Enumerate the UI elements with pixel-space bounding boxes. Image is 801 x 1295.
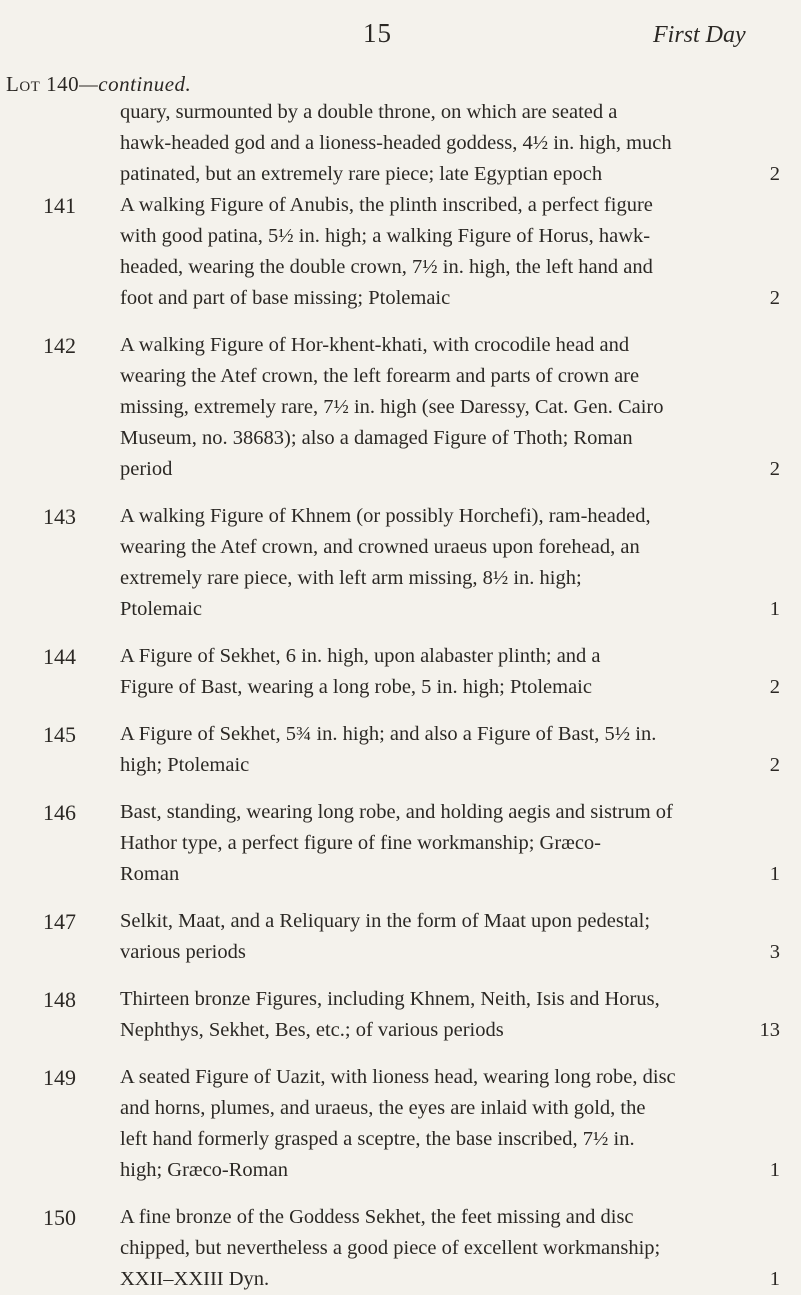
lot-number: 150: [43, 1205, 76, 1230]
item-count: [770, 1233, 780, 1264]
item-count: 13: [759, 1019, 780, 1041]
item-count: [770, 1124, 780, 1155]
text-line: [120, 392, 780, 423]
text-line: [120, 1062, 780, 1093]
page-number: 15: [363, 18, 392, 48]
line-text: Roman: [120, 863, 180, 885]
item-count: 2: [769, 458, 780, 480]
line-text: left hand formerly grasped a sceptre, the base inscribed, 7½ in.: [120, 1128, 635, 1150]
item-count: [770, 984, 780, 1015]
lot-description: [120, 190, 780, 314]
item-count: 2: [769, 163, 780, 185]
line-text: XXII–XXIII Dyn.: [120, 1268, 270, 1290]
line-text: and horns, plumes, and uraeus, the eyes are inlaid with gold, the: [120, 1097, 646, 1119]
item-count: 1: [769, 1268, 780, 1290]
lot-heading-label: Lot 140: [6, 72, 80, 96]
text-line: [120, 937, 780, 968]
text-line: [120, 361, 780, 392]
lot-number: 146: [43, 800, 76, 825]
item-count: [770, 797, 780, 828]
lot-description: [120, 501, 780, 625]
item-count: 2: [769, 676, 780, 698]
item-count: 2: [769, 287, 780, 309]
lot-description: [120, 1062, 780, 1186]
lot-number: 149: [43, 1065, 76, 1090]
text-line: [120, 330, 780, 361]
line-text: foot and part of base missing; Ptolemaic: [120, 287, 451, 309]
line-text: A Figure of Sekhet, 5¾ in. high; and also a Figure of Bast, 5½ in.: [120, 723, 657, 745]
text-line: [120, 1015, 780, 1046]
item-count: [770, 392, 780, 423]
item-count: [770, 190, 780, 221]
item-count: [770, 221, 780, 252]
item-count: [770, 719, 780, 750]
text-line: [120, 283, 780, 314]
text-line: [120, 641, 780, 672]
item-count: [770, 1093, 780, 1124]
line-text: A walking Figure of Hor-khent-khati, with crocodile head and: [120, 334, 630, 356]
line-text: extremely rare piece, with left arm missing, 8½ in. high;: [120, 567, 582, 589]
lot-description: [120, 641, 780, 703]
lot-number: 142: [43, 333, 76, 358]
lot-number: 141: [43, 193, 76, 218]
text-line: [120, 532, 780, 563]
line-text: Figure of Bast, wearing a long robe, 5 in. high; Ptolemaic: [120, 676, 592, 698]
lot-description: [120, 330, 780, 485]
item-count: [770, 828, 780, 859]
text-line: [120, 797, 780, 828]
line-text: wearing the Atef crown, and crowned uraeus upon forehead, an: [120, 536, 640, 558]
line-text: A walking Figure of Khnem (or possibly Horchefi), ram-headed,: [120, 505, 651, 527]
line-text: Museum, no. 38683); also a damaged Figure of Thoth; Roman: [120, 427, 633, 449]
text-line: [120, 859, 780, 890]
item-count: [770, 906, 780, 937]
item-count: 3: [769, 941, 780, 963]
line-text: high; Ptolemaic: [120, 754, 250, 776]
line-text: high; Græco-Roman: [120, 1159, 288, 1181]
item-count: [770, 532, 780, 563]
line-text: wearing the Atef crown, the left forearm and parts of crown are: [120, 365, 640, 387]
text-line: [120, 719, 780, 750]
item-count: 2: [769, 754, 780, 776]
item-count: 1: [769, 1159, 780, 1181]
lot-description: [120, 719, 780, 781]
text-line: [120, 828, 780, 859]
item-count: [770, 1062, 780, 1093]
text-line: [120, 221, 780, 252]
item-count: [770, 501, 780, 532]
text-line: [120, 252, 780, 283]
text-line: [120, 97, 780, 128]
line-text: chipped, but nevertheless a good piece of excellent workmanship;: [120, 1237, 661, 1259]
text-line: [120, 672, 780, 703]
lot-description: [120, 906, 780, 968]
text-line: [120, 1264, 780, 1295]
text-line: [120, 190, 780, 221]
text-line: [120, 501, 780, 532]
lot-number: 144: [43, 644, 76, 669]
item-count: [770, 1202, 780, 1233]
lot-description: [120, 797, 780, 890]
text-line: [120, 1233, 780, 1264]
text-line: [120, 454, 780, 485]
line-text: patinated, but an extremely rare piece; late Egyptian epoch: [120, 163, 603, 185]
lot-number: 143: [43, 504, 76, 529]
item-count: [770, 97, 780, 128]
item-count: [770, 128, 780, 159]
text-line: [120, 1202, 780, 1233]
line-text: Bast, standing, wearing long robe, and holding aegis and sistrum of: [120, 801, 673, 823]
intro-paragraph: [120, 97, 780, 190]
line-text: Selkit, Maat, and a Reliquary in the form of Maat upon pedestal;: [120, 910, 651, 932]
line-text: missing, extremely rare, 7½ in. high (see Daressy, Cat. Gen. Cairo: [120, 396, 664, 418]
line-text: A Figure of Sekhet, 6 in. high, upon alabaster plinth; and a: [120, 645, 601, 667]
text-line: [120, 1124, 780, 1155]
item-count: [770, 361, 780, 392]
line-text: quary, surmounted by a double throne, on which are seated a: [120, 101, 618, 123]
item-count: 1: [769, 863, 780, 885]
line-text: Ptolemaic: [120, 598, 202, 620]
text-line: [120, 906, 780, 937]
text-line: [120, 984, 780, 1015]
line-text: A seated Figure of Uazit, with lioness head, wearing long robe, disc: [120, 1066, 676, 1088]
item-count: [770, 641, 780, 672]
text-line: [120, 128, 780, 159]
line-text: hawk-headed god and a lioness-headed goddess, 4½ in. high, much: [120, 132, 672, 154]
line-text: A walking Figure of Anubis, the plinth inscribed, a perfect figure: [120, 194, 653, 216]
page-title: First Day: [653, 22, 746, 48]
line-text: period: [120, 458, 173, 480]
text-line: [120, 750, 780, 781]
text-line: [120, 563, 780, 594]
lot-heading-suffix: —continued.: [79, 72, 192, 96]
lot-number: 148: [43, 987, 76, 1012]
line-text: with good patina, 5½ in. high; a walking Figure of Horus, hawk-: [120, 225, 651, 247]
lot-description: [120, 1202, 780, 1295]
item-count: [770, 563, 780, 594]
lot-heading: [6, 72, 191, 97]
line-text: Nephthys, Sekhet, Bes, etc.; of various periods: [120, 1019, 504, 1041]
lot-number: 147: [43, 909, 76, 934]
text-line: [120, 594, 780, 625]
text-line: [120, 159, 780, 190]
text-line: [120, 1155, 780, 1186]
item-count: [770, 252, 780, 283]
lot-number: 145: [43, 722, 76, 747]
text-line: [120, 423, 780, 454]
item-count: 1: [769, 598, 780, 620]
lot-description: [120, 984, 780, 1046]
line-text: Thirteen bronze Figures, including Khnem, Neith, Isis and Horus,: [120, 988, 660, 1010]
text-line: [120, 1093, 780, 1124]
line-text: headed, wearing the double crown, 7½ in. high, the left hand and: [120, 256, 653, 278]
item-count: [770, 330, 780, 361]
item-count: [770, 423, 780, 454]
line-text: A fine bronze of the Goddess Sekhet, the feet missing and disc: [120, 1206, 634, 1228]
line-text: Hathor type, a perfect figure of fine workmanship; Græco-: [120, 832, 602, 854]
line-text: various periods: [120, 941, 246, 963]
